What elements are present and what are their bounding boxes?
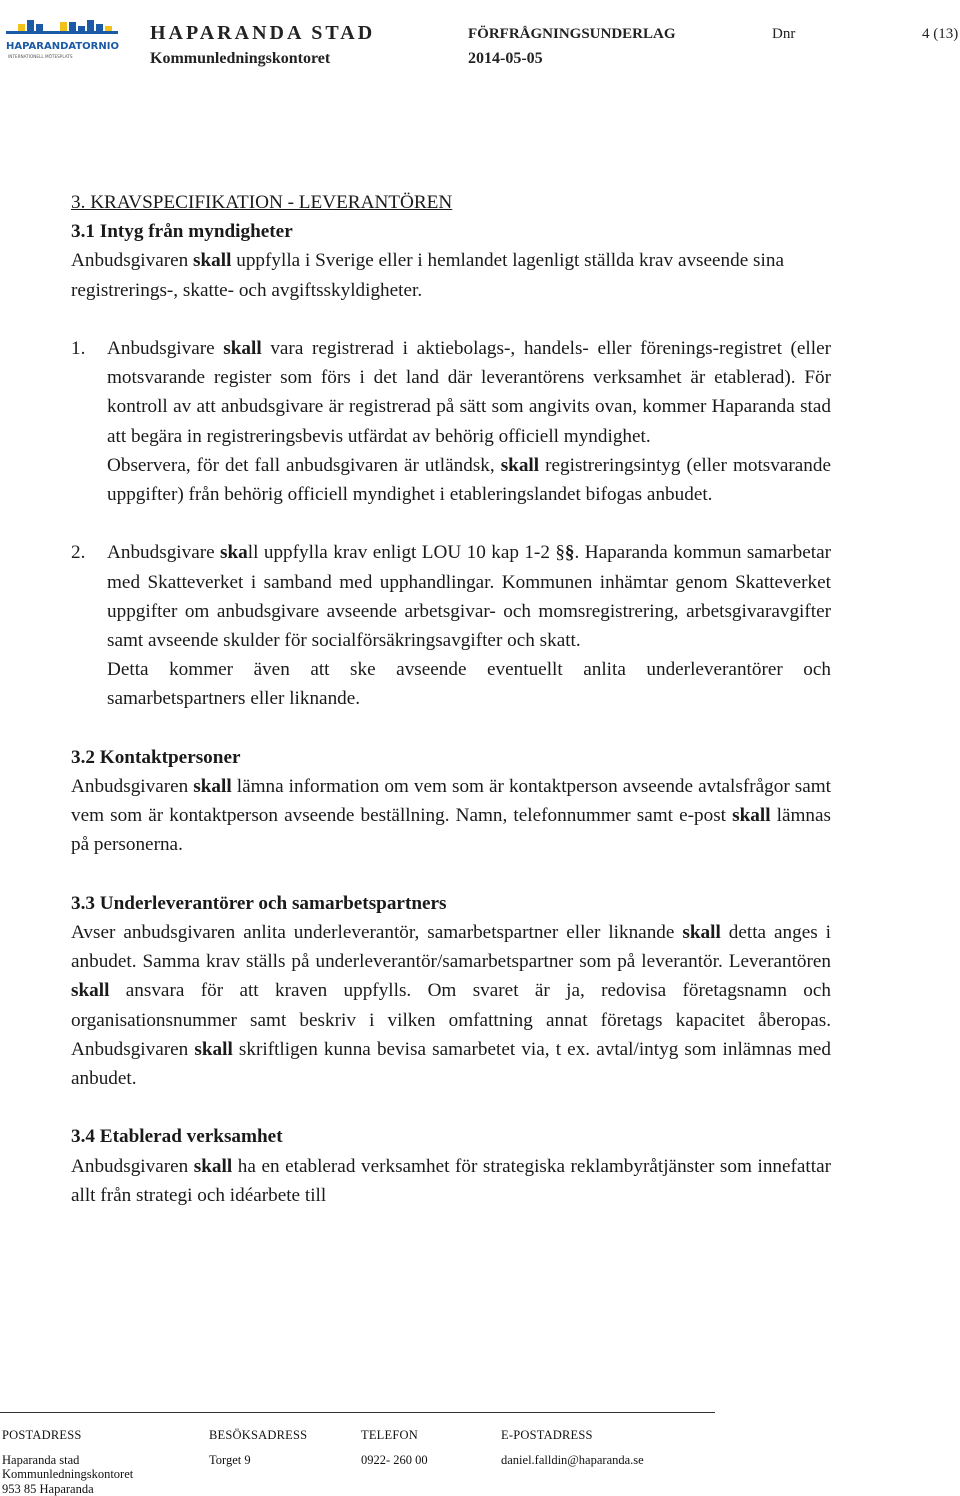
item-1-paragraph-1: Anbudsgivare skall vara registrerad i aktiebolags-, handels- eller förenings-registret (eller motsvarande register som förs i det land där leverantörens verksamhet är etablerad). För kontroll av att anbudsgivare är registrerad på sätt som angivits ovan, kommer Haparanda stad att begära in registreringsbevis utfärdat av behörig officiell myndighet. <box>107 338 832 447</box>
requirement-item-2 <box>71 538 831 713</box>
logo-subtext: INTERNATIONELL MÖTESPLATS <box>8 54 73 59</box>
org-title: HAPARANDA STAD <box>150 22 376 44</box>
telefon-value: 0922- 260 00 <box>361 1452 428 1467</box>
besoksadress-label: BESÖKSADRESS <box>209 1428 308 1442</box>
footer-besoksadress <box>209 1428 307 1467</box>
epost-value[interactable]: daniel.falldin@haparanda.se <box>501 1452 644 1467</box>
footer-divider <box>0 1412 715 1413</box>
postadress-label: POSTADRESS <box>2 1428 82 1442</box>
dnr-label: Dnr <box>772 26 796 42</box>
haparanda-tornio-logo <box>4 18 122 68</box>
doc-type: FÖRFRÅGNINGSUNDERLAG <box>468 26 676 42</box>
section-3-4-body: Anbudsgivaren skall ha en etablerad verksamhet för strategiska reklambyråtjänster som innefattar allt från strategi och idéarbete till <box>71 1155 831 1206</box>
footer-postadress <box>2 1428 133 1496</box>
requirement-item-1 <box>71 334 831 509</box>
item-2-paragraph-1: Anbudsgivare skall uppfylla krav enligt LOU 10 kap 1-2 §§. Haparanda kommun samarbetar med Skatteverket i samband med upphandlingar. Kommunen inhämtar genom Skatteverket uppgifter om anbudsgivare avseende arbetsgivar- och momsregistrering, arbetsgivaravgifter samt avseende skulder för socialförsäkringsavgifter och skatt. <box>107 542 832 652</box>
org-department: Kommunledningskontoret <box>150 50 331 67</box>
postadress-line-3: 953 85 Haparanda <box>2 1481 94 1496</box>
item-number: 2. <box>71 542 86 564</box>
item-number: 1. <box>71 338 86 359</box>
section-3-4-heading: 3.4 Etablerad verksamhet <box>71 1126 283 1148</box>
footer-epost <box>501 1428 644 1467</box>
main-heading: 3. KRAVSPECIFIKATION - LEVERANTÖREN <box>71 192 453 213</box>
section-3-3-heading: 3.3 Underleverantörer och samarbetspartners <box>71 892 447 914</box>
footer-telefon <box>361 1428 428 1467</box>
item-1-paragraph-2: Observera, för det fall anbudsgivaren är utländsk, skall registreringsintyg (eller motsvarande uppgifter) från behörig officiell myndighet i etableringslandet bifogas anbudet. <box>107 454 831 506</box>
section-3-1-intro: Anbudsgivaren skall uppfylla i Sverige eller i hemlandet lagenligt ställda krav avseende sina registrerings-, skatte- och avgiftsskyldigheter. <box>71 250 784 301</box>
doc-date: 2014-05-05 <box>468 50 543 67</box>
section-3-2-body: Anbudsgivaren skall lämna information om vem som är kontaktperson avseende avtalsfrågor samt vem som är kontaktperson avseende beställning. Namn, telefonnummer samt e-post skall lämnas på personerna. <box>71 776 832 856</box>
section-3-1-heading: 3.1 Intyg från myndigheter <box>71 221 293 243</box>
item-2-paragraph-2: Detta kommer även att ske avseende eventuellt anlita underleverantörer och samarbetspartners eller liknande. <box>107 659 831 710</box>
postadress-line-2: Kommunledningskontoret <box>2 1467 134 1481</box>
epost-label: E-POSTADRESS <box>501 1428 593 1442</box>
telefon-label: TELEFON <box>361 1428 418 1442</box>
section-3-3-body: Avser anbudsgivaren anlita underleverantör, samarbetspartner eller liknande skall detta anges i anbudet. Samma krav ställs på underleverantör/samarbetspartner som på leverantör. Leverantören skall ansvara för att kraven uppfylls. Om svaret är ja, redovisa företagsnamn och organisationsnummer samt beskriv i vilken omfattning annat företags kapacitet åberopas. Anbudsgivaren skall skriftligen kunna bevisa samarbetet via, t ex. avtal/intyg som inlämnas med anbudet. <box>71 922 831 1090</box>
document-body <box>71 188 831 1210</box>
besoksadress-value: Torget 9 <box>209 1452 251 1467</box>
logo-text: HAPARANDATORNIO <box>6 41 119 52</box>
postadress-line-1: Haparanda stad <box>2 1452 80 1467</box>
section-3-2-heading: 3.2 Kontaktpersoner <box>71 746 241 768</box>
page-number: 4 (13) <box>922 26 959 42</box>
